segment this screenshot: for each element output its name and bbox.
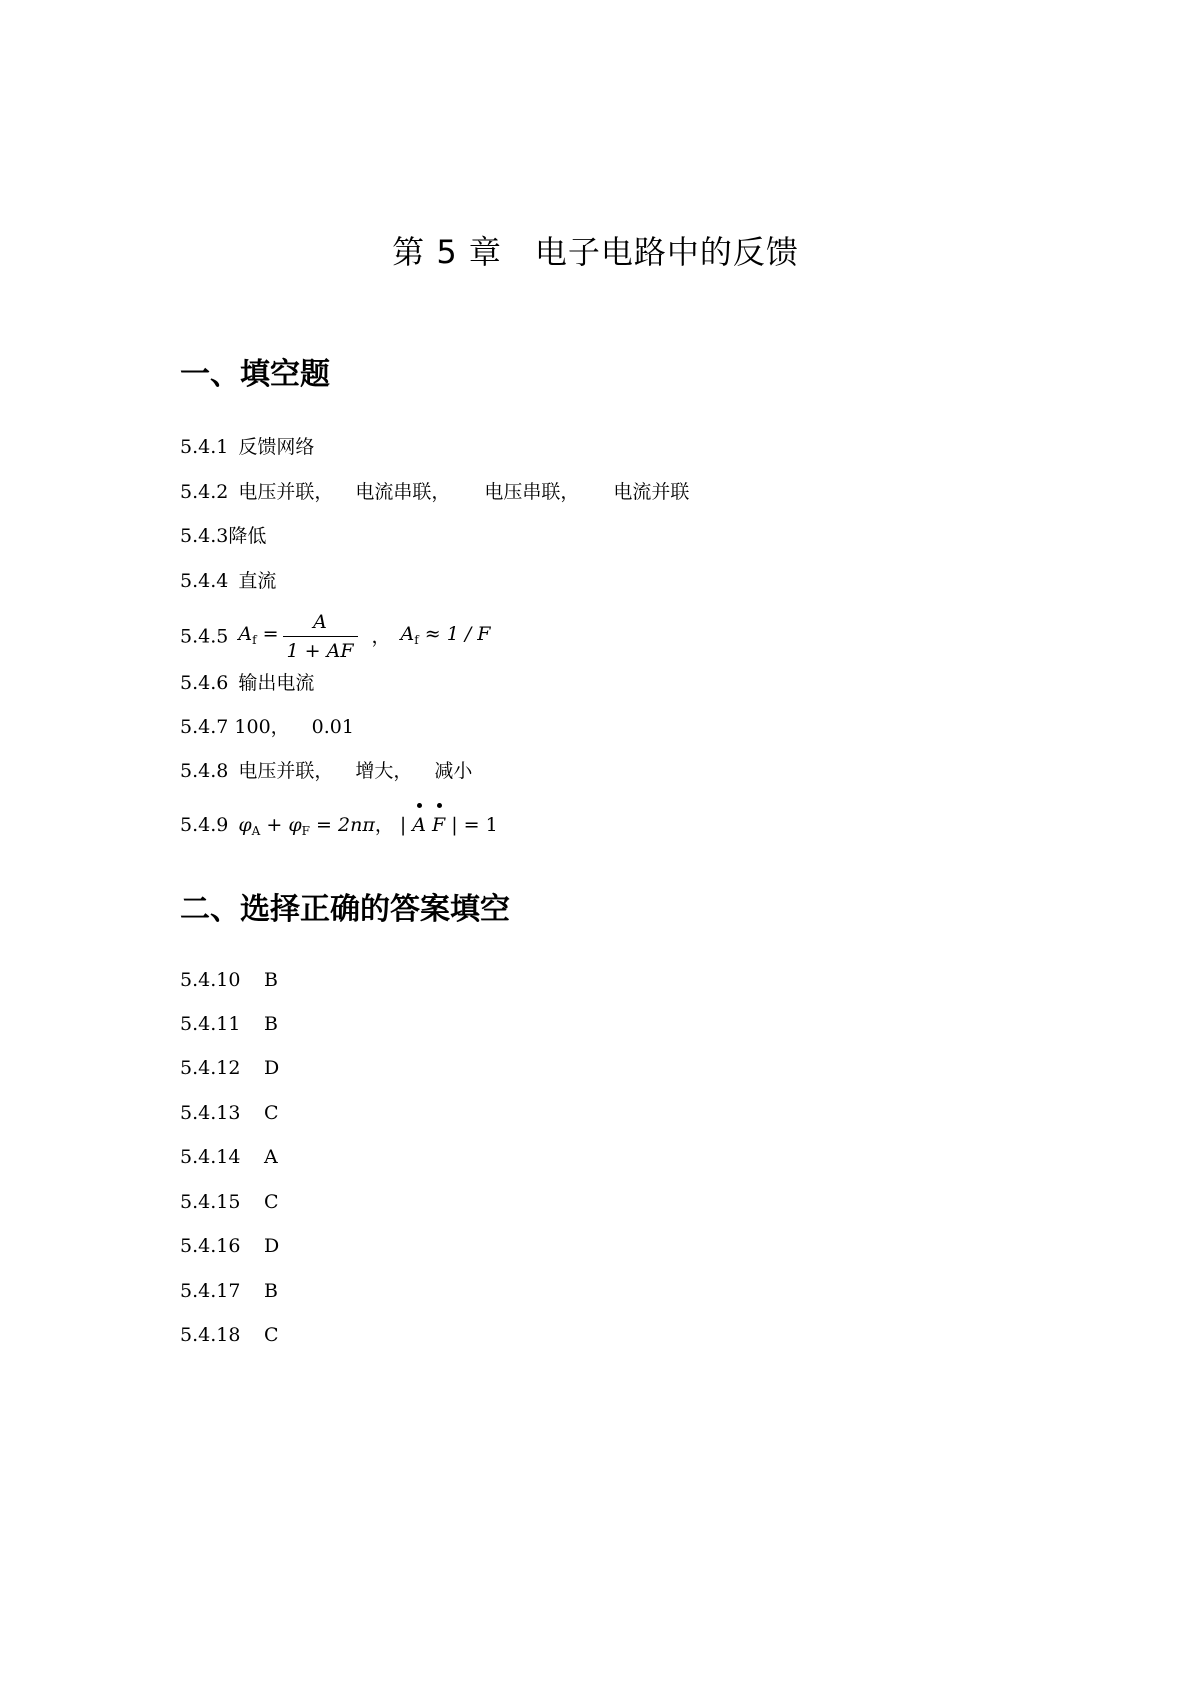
item-number: 5.4.16	[180, 1235, 241, 1257]
answer-choice: B	[264, 969, 278, 991]
answer-text: 直流	[238, 570, 277, 592]
answer-choice: C	[264, 1102, 279, 1124]
item-number: 5.4.10	[180, 969, 241, 991]
answer-text: 降低	[228, 525, 267, 547]
answer-choice: B	[264, 1280, 278, 1302]
answer-choice: C	[264, 1324, 279, 1346]
item-number: 5.4.1	[180, 436, 229, 458]
answer-text: 100，	[234, 716, 290, 738]
item-number: 5.4.13	[180, 1102, 241, 1124]
formula-phase: $\varphi_A + \varphi_F = 2n\pi$	[238, 814, 375, 838]
item-number: 5.4.5	[180, 625, 229, 648]
answer-5-4-16	[180, 1233, 279, 1259]
item-number: 5.4.11	[180, 1013, 241, 1035]
item-number: 5.4.14	[180, 1146, 241, 1168]
answer-text: 增大，	[355, 760, 413, 782]
separator: ，	[374, 814, 394, 836]
answer-5-4-1	[180, 434, 314, 460]
item-number: 5.4.8	[180, 760, 229, 782]
formula-loop-gain: A F	[412, 814, 446, 836]
answer-5-4-12	[180, 1055, 279, 1081]
answer-5-4-14	[180, 1144, 278, 1170]
answer-text: 减小	[434, 760, 473, 782]
answer-5-4-5	[180, 610, 490, 663]
answer-text: 反馈网络	[238, 436, 315, 458]
item-number: 5.4.18	[180, 1324, 241, 1346]
answer-choice: D	[264, 1235, 280, 1257]
answer-choice: C	[264, 1191, 279, 1213]
separator: ，	[371, 625, 391, 648]
answer-choice: D	[264, 1057, 280, 1079]
answer-5-4-6	[180, 670, 314, 696]
answer-choice: A	[264, 1146, 278, 1168]
item-number: 5.4.4	[180, 570, 229, 592]
answer-5-4-3	[180, 523, 266, 549]
answer-5-4-4	[180, 568, 276, 594]
answer-text: 电流并联	[613, 481, 690, 503]
answer-5-4-11	[180, 1011, 278, 1037]
formula-magnitude: = 1	[463, 814, 498, 836]
answer-5-4-13	[180, 1100, 279, 1126]
answer-text: 电压串联，	[484, 481, 580, 503]
item-number: 5.4.2	[180, 481, 229, 503]
answer-5-4-18	[180, 1322, 279, 1348]
item-number: 5.4.15	[180, 1191, 241, 1213]
item-number: 5.4.12	[180, 1057, 241, 1079]
answer-5-4-15	[180, 1189, 279, 1215]
section-heading-multiple-choice: 二、选择正确的答案填空	[180, 892, 510, 927]
answer-text: 0.01	[311, 716, 354, 738]
answer-5-4-2	[180, 479, 689, 505]
section-heading-fill-in: 一、填空题	[180, 357, 330, 392]
answer-text: 电压并联，	[238, 481, 334, 503]
answer-5-4-8	[180, 758, 472, 784]
formula-approx: $A_f \approx 1 / F$	[400, 622, 491, 647]
answer-5-4-9: 5.4.9 $\varphi_A + \varphi_F = 2n\pi$， | A F | = 1	[180, 814, 498, 838]
fraction: $\frac{A}{1 + AF}$	[283, 610, 358, 663]
answer-5-4-7	[180, 714, 354, 740]
item-number: 5.4.3	[180, 525, 229, 547]
formula-af: $A_f$ =	[238, 622, 279, 647]
page-title: 第 5 章 电子电路中的反馈	[392, 233, 799, 271]
answer-text: 输出电流	[238, 672, 315, 694]
item-number: 5.4.17	[180, 1280, 241, 1302]
answer-5-4-17	[180, 1278, 278, 1304]
answer-5-4-10	[180, 967, 278, 993]
answer-text: 电流串联，	[355, 481, 451, 503]
item-number: 5.4.9	[180, 814, 229, 836]
item-number: 5.4.6	[180, 672, 229, 694]
item-number: 5.4.7	[180, 716, 229, 738]
answer-text: 电压并联，	[238, 760, 334, 782]
answer-choice: B	[264, 1013, 278, 1035]
